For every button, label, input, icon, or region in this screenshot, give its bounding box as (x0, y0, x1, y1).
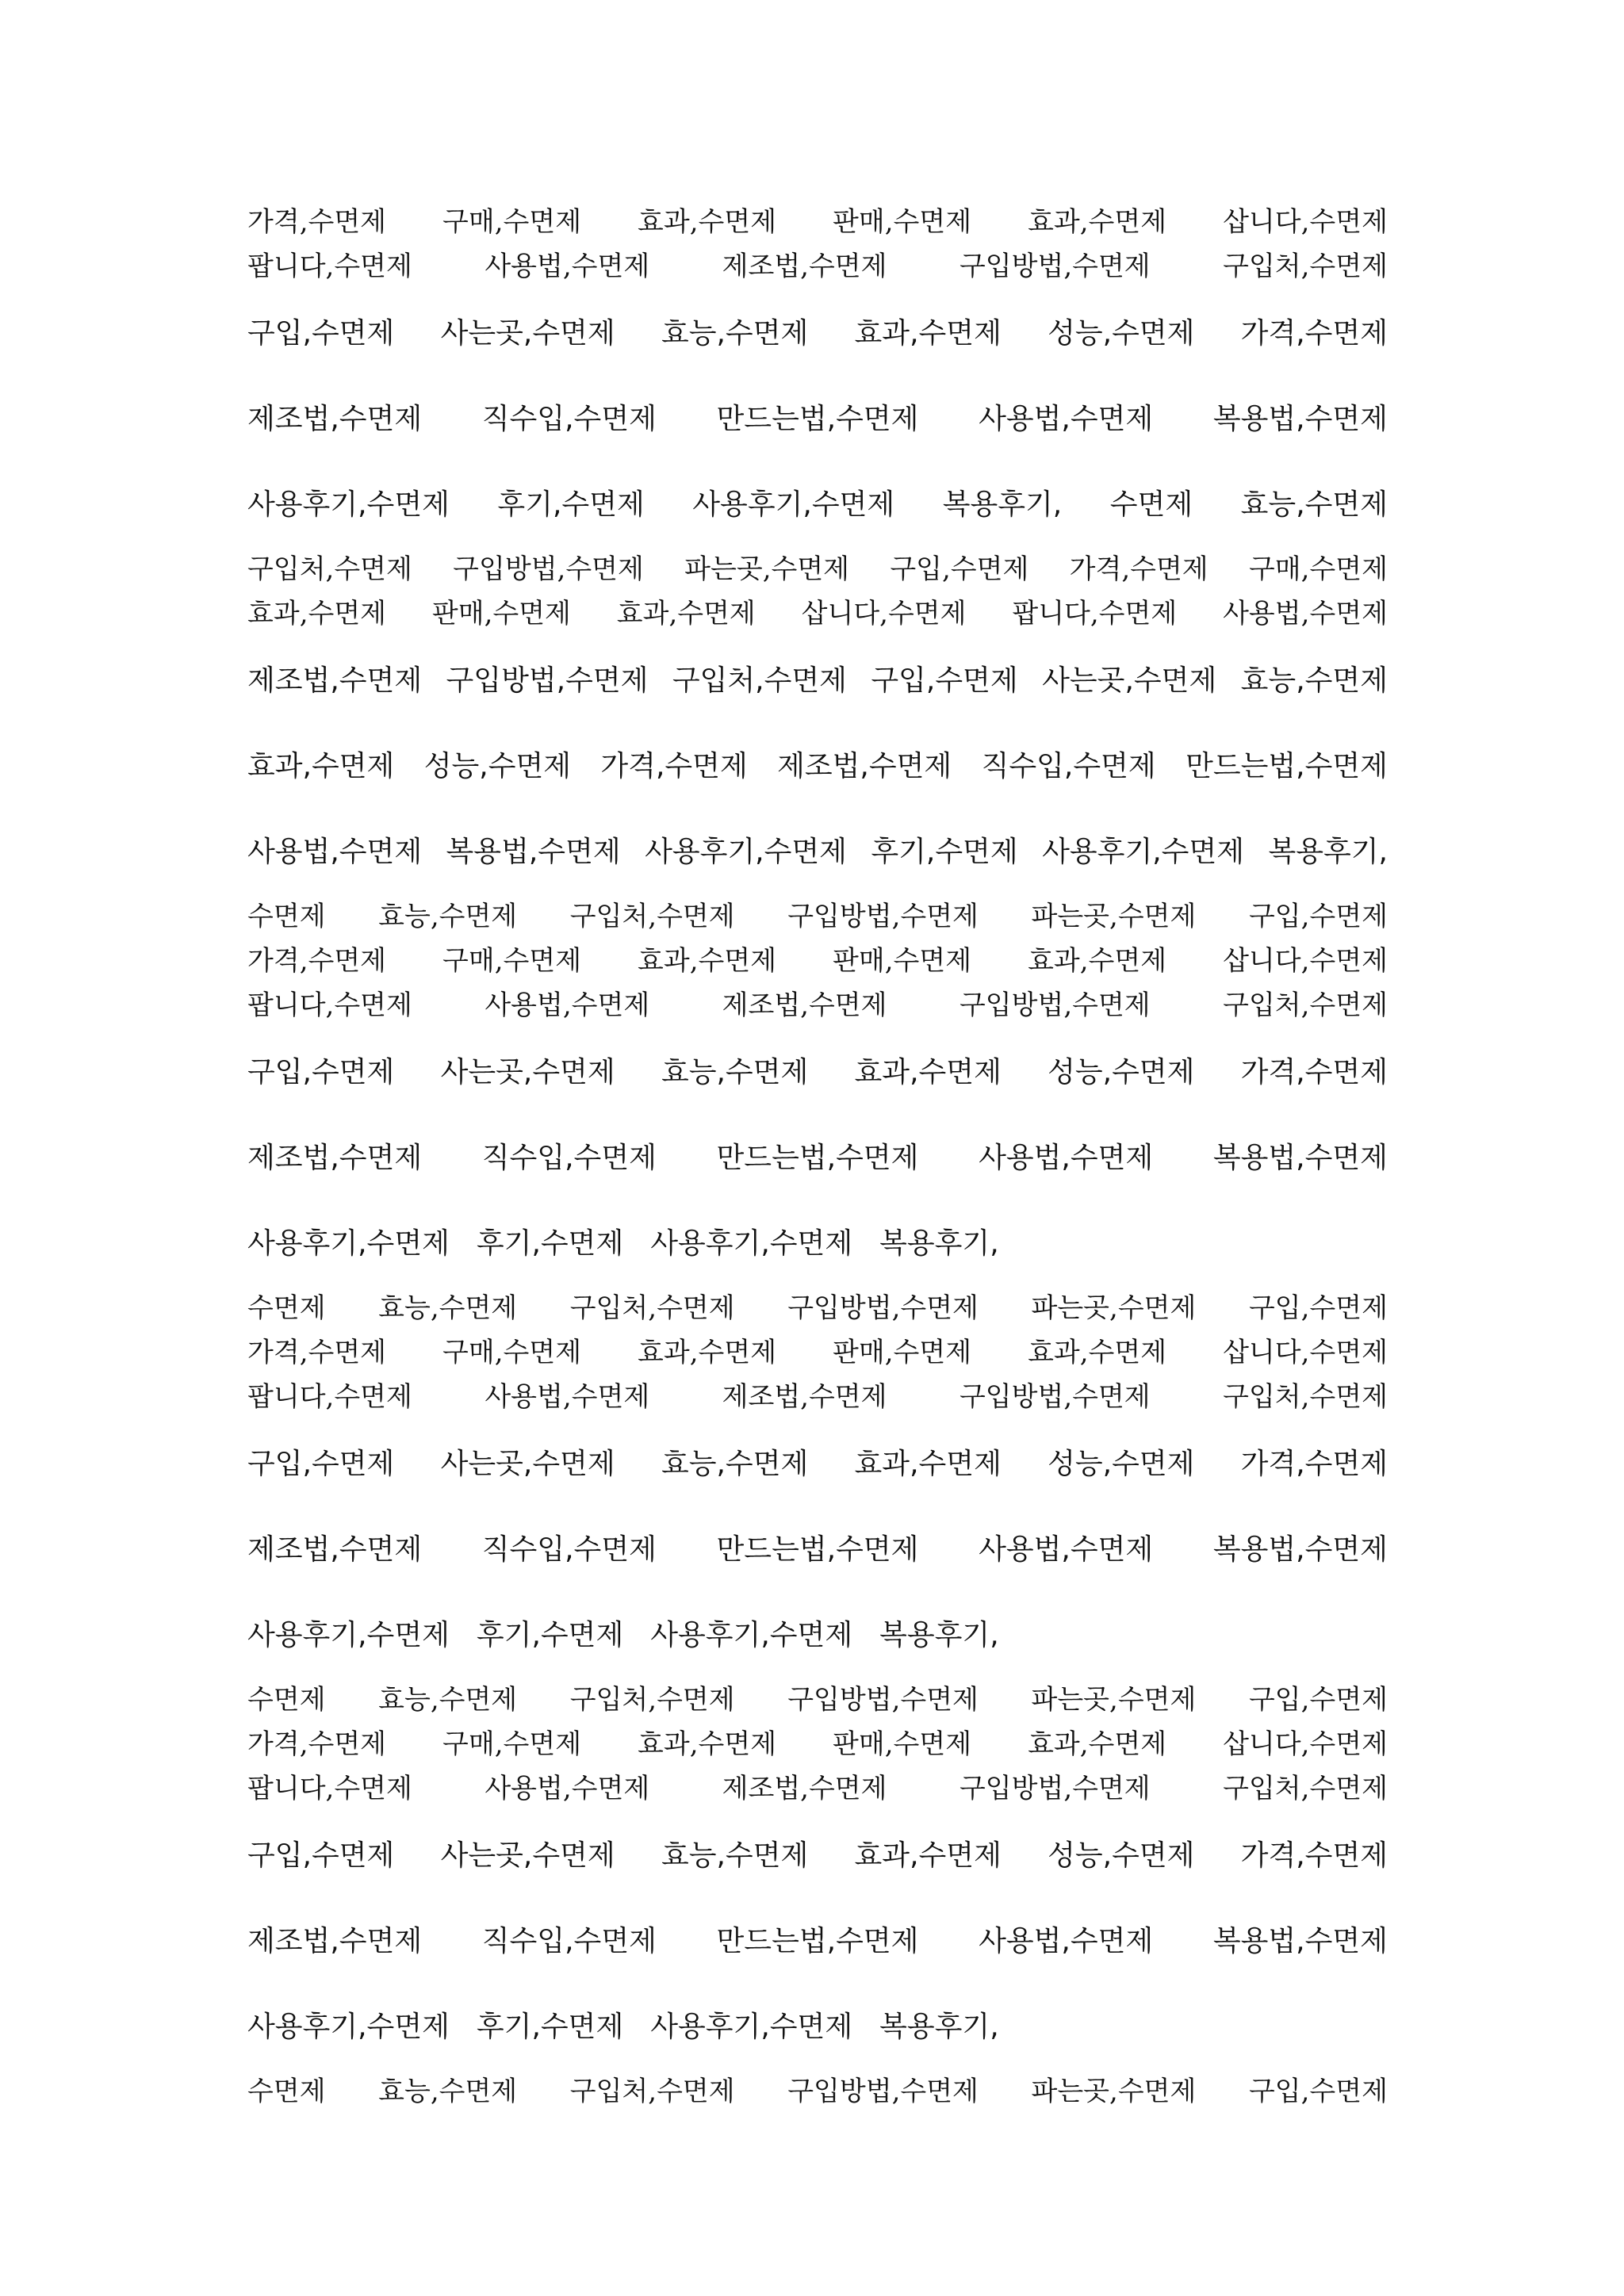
text-word: 구매,수면제 (442, 945, 582, 977)
text-word: 효과,수면제 (854, 1448, 1002, 1480)
text-line (247, 1919, 1388, 1959)
text-word: 효과,수면제 (854, 1839, 1002, 1872)
text-word: 파는곳,수면제 (1031, 1292, 1197, 1324)
text-line (247, 244, 1388, 283)
text-word: 만드는법,수면제 (716, 1533, 919, 1566)
text-word: 수면제 (247, 901, 326, 932)
text-word: 효과,수면제 (638, 945, 777, 977)
text-word: 성능,수면제 (423, 750, 572, 783)
text-word: 사는곳,수면제 (440, 317, 615, 350)
text-word: 가격,수면제 (247, 1337, 387, 1368)
text-word: 사용법,수면제 (979, 1142, 1154, 1174)
text-word: 사용후기,수면제 (247, 1619, 450, 1651)
text-word: 복용법,수면제 (446, 836, 621, 868)
text-word: 복용후기, (879, 1227, 999, 1260)
text-word: 구입방법,수면제 (787, 2076, 979, 2107)
text-word: 수면제 (247, 1684, 326, 1716)
text-word: 가격,수면제 (247, 945, 387, 977)
text-word: 구입처,수면제 (247, 553, 412, 585)
text-word: 가격,수면제 (247, 1728, 387, 1760)
text-word: 효능,수면제 (378, 1292, 518, 1324)
text-word: 제조법,수면제 (247, 664, 423, 697)
text-word: 효과,수면제 (1028, 945, 1167, 977)
text-word: 구입처,수면제 (569, 2076, 735, 2107)
text-word: 삽니다,수면제 (1223, 1728, 1388, 1760)
text-word: 삽니다,수면제 (1223, 206, 1388, 238)
text-word: 사용법,수면제 (485, 1381, 650, 1413)
text-word: 성능,수면제 (1048, 1448, 1195, 1480)
text-line (247, 1330, 1388, 1369)
text-word: 구입처,수면제 (569, 901, 735, 932)
text-word: 효능,수면제 (1240, 664, 1388, 697)
text-line (247, 482, 1388, 522)
text-word: 수면제 (1109, 488, 1193, 521)
text-word: 구입방법,수면제 (959, 1381, 1151, 1413)
text-word: 구입방법,수면제 (787, 1292, 979, 1324)
text-word: 사용법,수면제 (979, 403, 1154, 435)
text-word: 가격,수면제 (1240, 317, 1388, 350)
text-word: 후기,수면제 (871, 836, 1018, 868)
text-word: 판매,수면제 (833, 1728, 972, 1760)
text-word: 구입방법,수면제 (959, 1773, 1151, 1804)
text-word: 수면제 (247, 2076, 326, 2107)
text-line (247, 1286, 1388, 1325)
text-word: 구입처,수면제 (569, 1684, 735, 1716)
text-word: 구입처,수면제 (569, 1292, 735, 1324)
text-word: 사용법,수면제 (247, 836, 423, 868)
text-word: 판매,수면제 (833, 206, 972, 238)
text-word: 복용법,수면제 (1212, 403, 1388, 435)
text-word: 만드는법,수면제 (716, 1142, 919, 1174)
text-word: 사용후기,수면제 (692, 488, 895, 521)
text-line (247, 1833, 1388, 1873)
text-word: 제조법,수면제 (722, 251, 887, 282)
text-word: 팝니다,수면제 (1012, 598, 1178, 629)
text-word: 사용법,수면제 (485, 251, 650, 282)
text-line (247, 1135, 1388, 1176)
text-word: 효능,수면제 (1240, 488, 1388, 521)
text-word: 효과,수면제 (854, 317, 1002, 350)
text-line (247, 744, 1388, 784)
text-word: 제조법,수면제 (247, 1925, 423, 1957)
text-word: 구입,수면제 (871, 664, 1018, 697)
text-word: 사용후기,수면제 (650, 2011, 853, 2043)
text-word: 가격,수면제 (1240, 1448, 1388, 1480)
text-word: 삽니다,수면제 (1223, 945, 1388, 977)
text-word: 효능,수면제 (661, 317, 809, 350)
text-word: 효능,수면제 (661, 1056, 809, 1089)
text-word: 효과,수면제 (616, 598, 756, 629)
text-word: 직수입,수면제 (981, 750, 1156, 783)
text-line (247, 1722, 1388, 1761)
text-word: 사는곳,수면제 (440, 1056, 615, 1089)
text-word: 가격,수면제 (1069, 553, 1208, 585)
text-word: 사용법,수면제 (979, 1533, 1154, 1566)
text-word: 복용후기, (942, 488, 1063, 521)
text-word: 사용후기,수면제 (650, 1227, 853, 1260)
text-word: 구입,수면제 (247, 1839, 395, 1872)
text-word: 사용법,수면제 (485, 989, 650, 1021)
text-word: 성능,수면제 (1048, 1839, 1195, 1872)
text-word: 후기,수면제 (476, 1227, 624, 1260)
text-word: 제조법,수면제 (247, 1533, 423, 1566)
text-word: 구입처,수면제 (1223, 1773, 1388, 1804)
text-line (247, 939, 1388, 978)
text-line (247, 1375, 1388, 1414)
text-word: 후기,수면제 (476, 1619, 624, 1651)
text-line (247, 983, 1388, 1022)
text-line (247, 1527, 1388, 1567)
text-word: 사용법,수면제 (1223, 598, 1388, 629)
text-word: 제조법,수면제 (247, 1142, 423, 1174)
text-line (247, 2069, 1388, 2108)
text-word: 구입,수면제 (1248, 1292, 1388, 1324)
text-line (247, 547, 1388, 586)
text-word: 효능,수면제 (661, 1448, 809, 1480)
text-word: 사용후기,수면제 (645, 836, 847, 868)
text-word: 판매,수면제 (431, 598, 571, 629)
text-word: 제조법,수면제 (777, 750, 952, 783)
text-word: 구입방법,수면제 (959, 251, 1151, 282)
text-line (247, 1678, 1388, 1716)
text-word: 팝니다,수면제 (247, 989, 412, 1021)
text-word: 복용법,수면제 (1212, 1533, 1388, 1566)
text-word: 사용후기,수면제 (247, 1227, 450, 1260)
text-word: 구입처,수면제 (1223, 989, 1388, 1021)
text-word: 제조법,수면제 (247, 403, 423, 435)
text-line (247, 396, 1388, 437)
text-word: 구입처,수면제 (672, 664, 847, 697)
text-word: 가격,수면제 (600, 750, 748, 783)
text-word: 후기,수면제 (497, 488, 645, 521)
text-word: 팝니다,수면제 (247, 251, 412, 282)
text-word: 제조법,수면제 (722, 989, 887, 1021)
text-word: 판매,수면제 (833, 945, 972, 977)
text-line (247, 894, 1388, 933)
text-word: 사용후기,수면제 (650, 1619, 853, 1651)
text-word: 구입,수면제 (247, 1056, 395, 1089)
text-line (247, 591, 1388, 630)
text-word: 효과,수면제 (1028, 1337, 1167, 1368)
text-word: 만드는법,수면제 (716, 1925, 919, 1957)
text-word: 사용법,수면제 (485, 1773, 650, 1804)
text-line (247, 1221, 1388, 1261)
text-word: 효능,수면제 (378, 1684, 518, 1716)
text-word: 파는곳,수면제 (1031, 1684, 1197, 1716)
text-word: 가격,수면제 (247, 206, 387, 238)
text-word: 구입,수면제 (247, 317, 395, 350)
text-word: 구입처,수면제 (1223, 251, 1388, 282)
text-word: 직수입,수면제 (481, 1925, 657, 1957)
text-line (247, 1766, 1388, 1805)
text-line (247, 658, 1388, 698)
text-word: 구매,수면제 (442, 1728, 582, 1760)
text-word: 효능,수면제 (378, 901, 518, 932)
text-word: 제조법,수면제 (722, 1381, 887, 1413)
text-line (247, 1441, 1388, 1482)
text-word: 구입방법,수면제 (787, 1684, 979, 1716)
text-word: 효과,수면제 (1028, 1728, 1167, 1760)
text-word: 구입방법,수면제 (959, 989, 1151, 1021)
text-word: 효능,수면제 (378, 2076, 518, 2107)
text-word: 판매,수면제 (833, 1337, 972, 1368)
text-word: 구입처,수면제 (1223, 1381, 1388, 1413)
text-word: 구입,수면제 (890, 553, 1029, 585)
text-word: 후기,수면제 (476, 2011, 624, 2043)
text-word: 직수입,수면제 (481, 1533, 657, 1566)
text-word: 가격,수면제 (1240, 1056, 1388, 1089)
text-word: 직수입,수면제 (481, 1142, 657, 1174)
text-word: 복용후기, (879, 1619, 999, 1651)
text-word: 삽니다,수면제 (1223, 1337, 1388, 1368)
text-word: 효과,수면제 (247, 598, 387, 629)
text-word: 구입,수면제 (247, 1448, 395, 1480)
text-word: 직수입,수면제 (481, 403, 657, 435)
text-word: 사용후기,수면제 (247, 2011, 450, 2043)
text-word: 복용후기, (1268, 836, 1388, 868)
text-word: 효과,수면제 (638, 206, 777, 238)
text-word: 효과,수면제 (638, 1337, 777, 1368)
text-line (247, 1050, 1388, 1090)
text-line (247, 1613, 1388, 1653)
text-word: 팝니다,수면제 (247, 1773, 412, 1804)
text-word: 구매,수면제 (442, 1337, 582, 1368)
text-word: 사는곳,수면제 (440, 1448, 615, 1480)
text-word: 구입방법,수면제 (446, 664, 649, 697)
text-word: 파는곳,수면제 (684, 553, 850, 585)
text-word: 파는곳,수면제 (1031, 901, 1197, 932)
text-line (247, 829, 1388, 870)
text-word: 복용후기, (879, 2011, 999, 2043)
text-word: 제조법,수면제 (722, 1773, 887, 1804)
text-word: 만드는법,수면제 (1185, 750, 1388, 783)
text-word: 효과,수면제 (638, 1728, 777, 1760)
text-line (247, 2004, 1388, 2045)
text-word: 가격,수면제 (1240, 1839, 1388, 1872)
text-word: 효과,수면제 (247, 750, 395, 783)
text-word: 효과,수면제 (1028, 206, 1167, 238)
text-word: 삽니다,수면제 (801, 598, 967, 629)
text-word: 수면제 (247, 1292, 326, 1324)
text-word: 팝니다,수면제 (247, 1381, 412, 1413)
text-word: 파는곳,수면제 (1031, 2076, 1197, 2107)
text-word: 효과,수면제 (854, 1056, 1002, 1089)
text-word: 구입방법,수면제 (787, 901, 979, 932)
text-word: 구입,수면제 (1248, 2076, 1388, 2107)
text-word: 성능,수면제 (1048, 1056, 1195, 1089)
text-word: 구입방법,수면제 (453, 553, 644, 585)
text-word: 효능,수면제 (661, 1839, 809, 1872)
text-line (247, 200, 1388, 239)
text-word: 구입,수면제 (1248, 1684, 1388, 1716)
text-word: 만드는법,수면제 (716, 403, 919, 435)
text-word: 사용후기,수면제 (1042, 836, 1245, 868)
text-line (247, 311, 1388, 351)
text-word: 사는곳,수면제 (1042, 664, 1217, 697)
text-word: 복용법,수면제 (1212, 1925, 1388, 1957)
text-word: 성능,수면제 (1048, 317, 1195, 350)
text-word: 구입,수면제 (1248, 901, 1388, 932)
text-word: 구매,수면제 (442, 206, 582, 238)
text-word: 사는곳,수면제 (440, 1839, 615, 1872)
text-word: 복용법,수면제 (1212, 1142, 1388, 1174)
text-word: 사용법,수면제 (979, 1925, 1154, 1957)
text-word: 사용후기,수면제 (247, 488, 450, 521)
text-word: 구매,수면제 (1248, 553, 1388, 585)
